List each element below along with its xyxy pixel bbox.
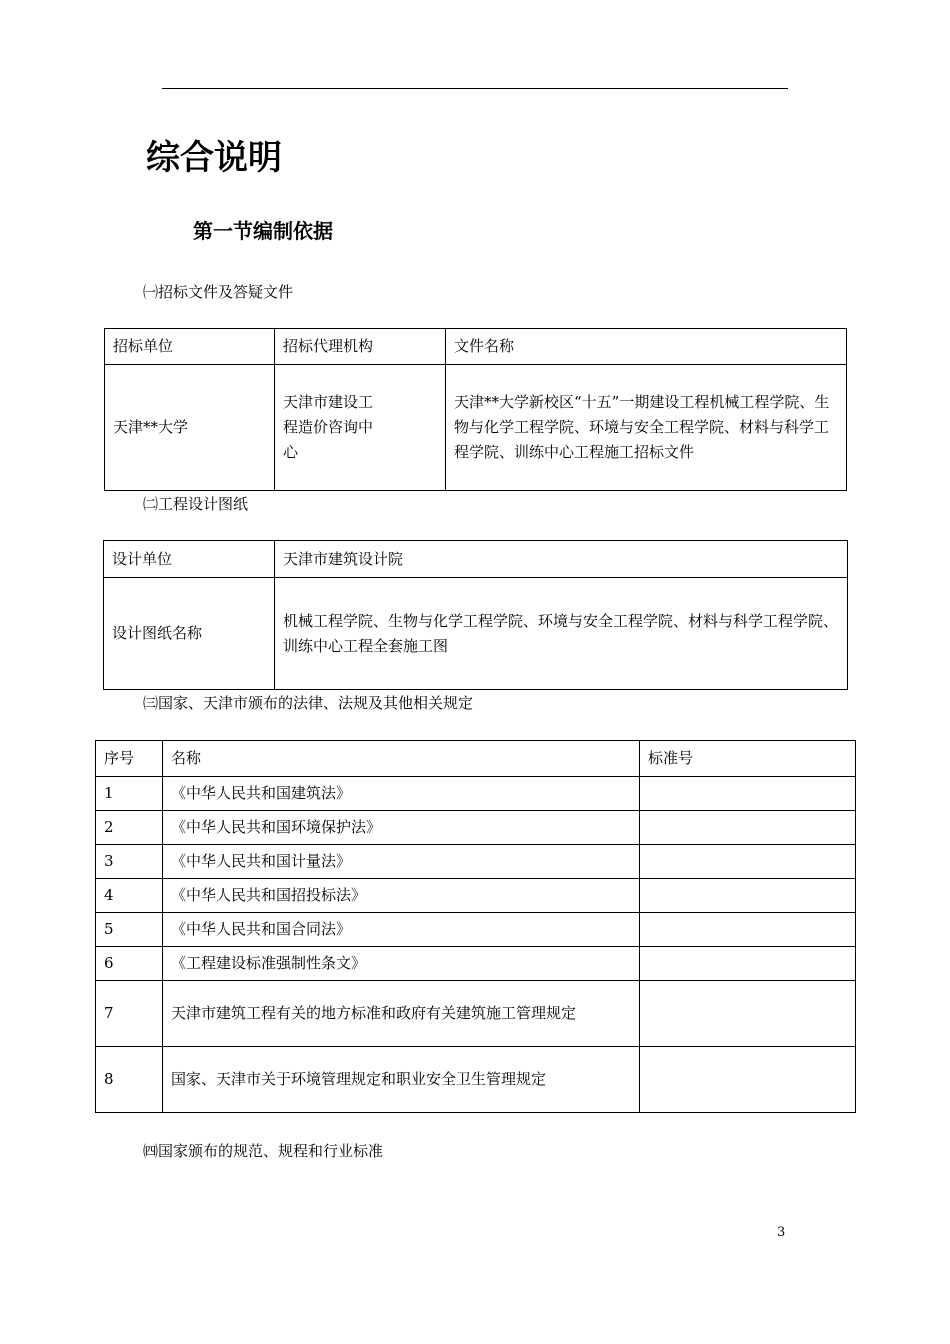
page-title: 综合说明 xyxy=(146,138,282,178)
table-row xyxy=(96,777,856,811)
standard-number xyxy=(640,811,856,845)
table-row xyxy=(104,578,848,690)
row-number: 6 xyxy=(96,947,163,981)
header-cell: 名称 xyxy=(163,741,640,777)
table-row xyxy=(96,913,856,947)
row-number: 5 xyxy=(96,913,163,947)
design-unit-value: 天津市建筑设计院 xyxy=(275,541,848,578)
design-unit-label: 设计单位 xyxy=(104,541,275,578)
regulation-name: 《中华人民共和国计量法》 xyxy=(163,845,640,879)
row-number: 1 xyxy=(96,777,163,811)
header-cell: 招标代理机构 xyxy=(275,329,446,365)
table-row xyxy=(104,541,848,578)
table-row xyxy=(96,811,856,845)
regulation-name: 天津市建筑工程有关的地方标准和政府有关建筑施工管理规定 xyxy=(163,981,640,1047)
regulation-name: 《中华人民共和国建筑法》 xyxy=(163,777,640,811)
standard-number xyxy=(640,879,856,913)
drawing-name-label: 设计图纸名称 xyxy=(104,578,275,690)
row-number: 2 xyxy=(96,811,163,845)
standard-number xyxy=(640,845,856,879)
design-drawings-table xyxy=(103,540,848,690)
laws-regulations-table xyxy=(95,740,856,1113)
header-cell: 招标单位 xyxy=(105,329,275,365)
standard-number xyxy=(640,913,856,947)
regulation-name: 国家、天津市关于环境管理规定和职业安全卫生管理规定 xyxy=(163,1047,640,1113)
standard-number xyxy=(640,1047,856,1113)
header-rule xyxy=(162,88,788,89)
standard-number xyxy=(640,947,856,981)
part3-heading: ㈢国家、天津市颁布的法律、法规及其他相关规定 xyxy=(143,694,474,712)
table-row xyxy=(96,981,856,1047)
standard-number xyxy=(640,777,856,811)
standard-number xyxy=(640,981,856,1047)
header-cell: 标准号 xyxy=(640,741,856,777)
tender-agency-cell: 天津市建设工程造价咨询中心 xyxy=(275,365,446,491)
table-row xyxy=(96,879,856,913)
drawing-name-value: 机械工程学院、生物与化学工程学院、环境与安全工程学院、材料与科学工程学院、训练中心工程全套施工图 xyxy=(275,578,848,690)
table-header-row xyxy=(96,741,856,777)
part2-heading: ㈡工程设计图纸 xyxy=(143,495,249,513)
header-cell: 文件名称 xyxy=(446,329,847,365)
regulation-name: 《中华人民共和国招投标法》 xyxy=(163,879,640,913)
table-header-row xyxy=(105,329,847,365)
row-number: 4 xyxy=(96,879,163,913)
table-row xyxy=(96,1047,856,1113)
header-cell: 序号 xyxy=(96,741,163,777)
part1-heading: ㈠招标文件及答疑文件 xyxy=(143,283,294,301)
part4-heading: ㈣国家颁布的规范、规程和行业标准 xyxy=(143,1142,384,1160)
table-row xyxy=(96,947,856,981)
tender-unit-cell: 天津**大学 xyxy=(105,365,275,491)
section-title: 第一节编制依据 xyxy=(193,219,333,243)
table-row xyxy=(96,845,856,879)
regulation-name: 《中华人民共和国环境保护法》 xyxy=(163,811,640,845)
table-row xyxy=(105,365,847,491)
row-number: 7 xyxy=(96,981,163,1047)
regulation-name: 《工程建设标准强制性条文》 xyxy=(163,947,640,981)
tender-file-name-cell: 天津**大学新校区“十五”一期建设工程机械工程学院、生物与化学工程学院、环境与安全工程学院、材料与科学工程学院、训练中心工程施工招标文件 xyxy=(446,365,847,491)
page-number: 3 xyxy=(777,1225,786,1240)
row-number: 3 xyxy=(96,845,163,879)
tender-documents-table xyxy=(104,328,847,491)
row-number: 8 xyxy=(96,1047,163,1113)
regulation-name: 《中华人民共和国合同法》 xyxy=(163,913,640,947)
